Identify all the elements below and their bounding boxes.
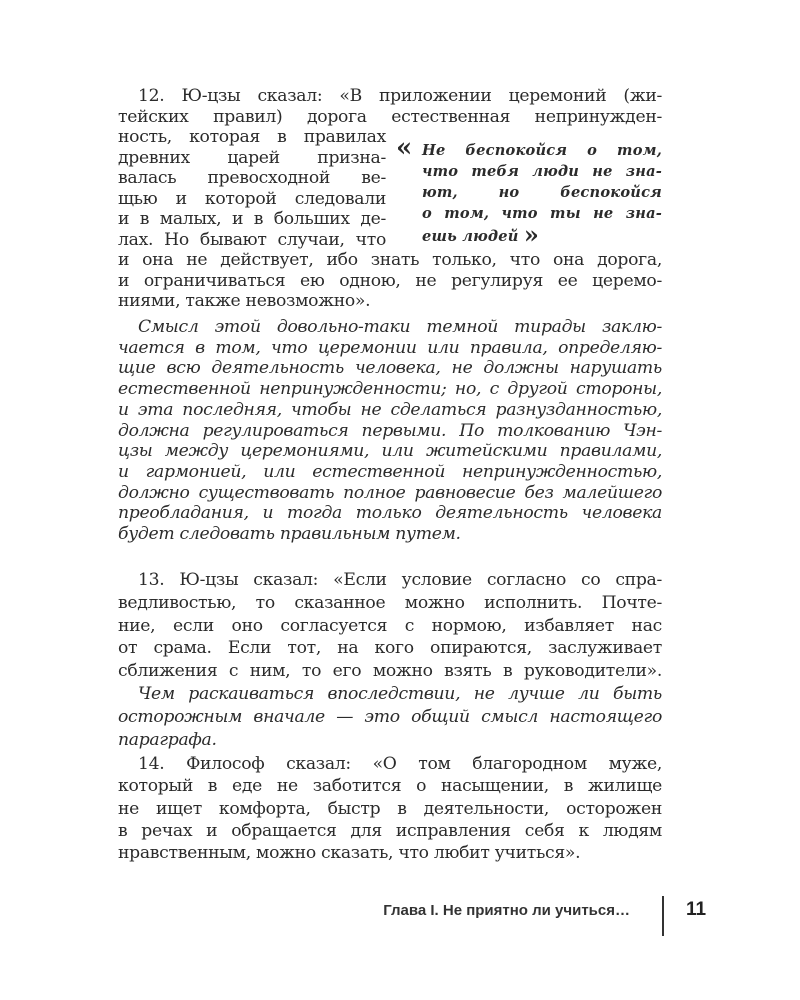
quote-line	[396, 220, 662, 249]
commentary-12	[118, 317, 662, 545]
text-line: и эта последняя, чтобы не сделаться разнузданностью,	[118, 399, 662, 420]
text-line: 12. Ю-цзы сказал: «В приложении церемоний (жи-	[138, 86, 662, 106]
text-line: Смысл этой довольно-таки темной тирады заклю-	[138, 317, 662, 337]
text-line: лах. Но бывают случаи, что	[118, 229, 386, 250]
text-line: естественной непринужденности; но, с другой стороны,	[118, 379, 662, 400]
text-line: ность, которая в правилах	[118, 127, 386, 147]
text-line: древних царей призна-	[118, 147, 386, 168]
text-line: ниями, также невозможно».	[118, 291, 371, 311]
text-line: должно существовать полное равновесие без малейшего	[118, 482, 662, 503]
quote-line-text: ешь людей	[422, 228, 519, 245]
text-line: 14. Философ сказал: «О том благородном муже,	[138, 754, 662, 774]
quote-line: что тебя люди не зна-	[422, 163, 662, 180]
running-footer-chapter-title: Глава I. Не приятно ли учиться…	[383, 902, 630, 919]
text-line: и ограничиваться ею одною, не регулируя ее церемо-	[118, 270, 662, 291]
text-line: в речах и обращается для исправления себя к людям	[118, 820, 662, 841]
text-line: цзы между церемониями, или житейскими правилами,	[118, 441, 662, 462]
text-line: 13. Ю-цзы сказал: «Если условие согласно со спра-	[138, 570, 662, 590]
paragraph-14	[118, 753, 662, 864]
text-line: тейских правил) дорога естественная непринужден-	[118, 106, 662, 127]
text-line: преобладания, и тогда только деятельность человека	[118, 503, 662, 524]
text-line: будет следовать правильным путем.	[118, 524, 461, 545]
text-line: чается в том, что церемонии или правила, определяю-	[118, 337, 662, 358]
text-line: сближения с ним, то его можно взять в руководители».	[118, 661, 662, 682]
text-line: щие всю деятельность человека, не должны нарушать	[118, 358, 662, 379]
quote-line: ют, но беспокойся	[422, 184, 662, 201]
quote-line: Не беспокойся о том,	[422, 142, 662, 159]
text-line: от срама. Если тот, на кого опираются, заслуживает	[118, 638, 662, 659]
text-line: нравственным, можно сказать, что любит учиться».	[118, 843, 581, 864]
text-line: валась превосходной ве-	[118, 168, 386, 188]
text-line: ние, если оно согласуется с нормою, избавляет нас	[118, 615, 662, 636]
text-line: и она не действует, ибо знать только, что она дорога,	[118, 250, 662, 270]
close-quote-mark: »	[523, 220, 540, 249]
text-line: не ищет комфорта, быстр в деятельности, осторожен	[118, 798, 662, 819]
text-line: щью и которой следовали	[118, 188, 386, 209]
footer-divider	[662, 896, 664, 936]
quote-line: о том, что ты не зна-	[422, 205, 662, 222]
text-line: который в еде не заботится о насыщении, в жилище	[118, 776, 662, 797]
text-line: ведливостью, то сказанное можно исполнить. Почте-	[118, 592, 662, 613]
page-number: 11	[686, 899, 707, 920]
paragraph-13	[118, 569, 662, 751]
pull-quote	[396, 133, 662, 249]
text-line: и в малых, и в больших де-	[118, 209, 386, 229]
open-quote-mark: «	[396, 133, 413, 163]
text-line: должна регулироваться первыми. По толкованию Чэн-	[118, 420, 662, 441]
text-line: осторожным вначале — это общий смысл настоящего	[118, 706, 662, 727]
text-line: Чем раскаиваться впоследствии, не лучше ли быть	[138, 683, 662, 704]
text-line: и гармонией, или естественной непринужденностью,	[118, 461, 662, 482]
text-line: параграфа.	[118, 729, 217, 750]
